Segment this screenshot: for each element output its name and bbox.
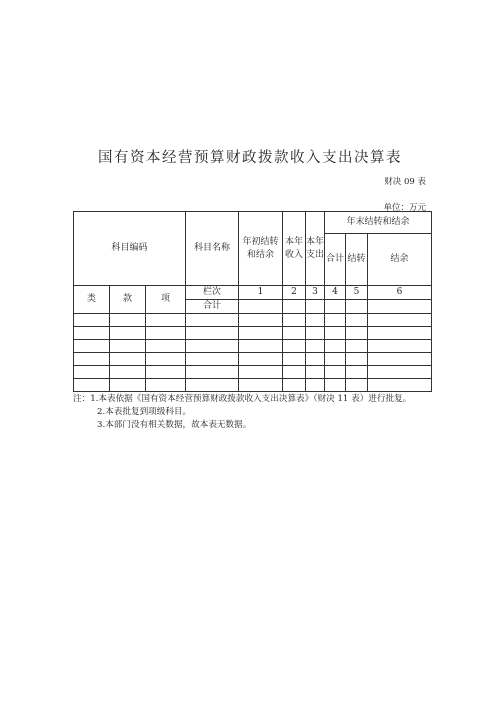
table-row <box>74 379 432 392</box>
note-1: 注：1.本表依据《国有资本经营预算财政拨款收入支出决算表》（财决 11 表）进行批复。 <box>73 394 412 404</box>
notes <box>73 393 435 432</box>
header-surplus: 结余 <box>368 234 432 286</box>
column-no: 6 <box>368 286 432 300</box>
header-item: 项 <box>146 286 186 314</box>
table-row <box>74 366 432 379</box>
form-code: 财决 09 表 <box>384 177 426 187</box>
unit-label: 单位：万元 <box>383 203 426 213</box>
column-no: 3 <box>306 286 325 300</box>
table-cell <box>346 300 368 314</box>
column-no: 2 <box>283 286 306 300</box>
header-subtotal: 合计 <box>325 234 346 286</box>
table-row <box>74 314 432 327</box>
column-no-label: 栏次 <box>186 286 239 300</box>
column-no: 4 <box>325 286 346 300</box>
header-carryover: 结转 <box>346 234 368 286</box>
table-cell <box>283 300 306 314</box>
table-row <box>74 353 432 366</box>
table-row <box>74 340 432 353</box>
header-beginning-balance: 年初结转和结余 <box>239 212 283 286</box>
table-cell <box>325 300 346 314</box>
note-3: 3.本部门没有相关数据，故本表无数据。 <box>97 420 252 430</box>
total-row-label: 合计 <box>186 300 239 314</box>
note-2: 2.本表批复到项级科目。 <box>97 407 192 417</box>
header-ending-balance: 年末结转和结余 <box>325 212 432 234</box>
page-title: 国有资本经营预算财政拨款收入支出决算表 <box>98 150 402 166</box>
table-cell <box>239 300 283 314</box>
header-category: 类 <box>74 286 110 314</box>
header-current-income: 本年收入 <box>283 212 306 286</box>
header-subject-name: 科目名称 <box>186 212 239 286</box>
table-cell <box>368 300 432 314</box>
table-cell <box>306 300 325 314</box>
column-no: 1 <box>239 286 283 300</box>
column-no: 5 <box>346 286 368 300</box>
header-current-expense: 本年支出 <box>306 212 325 286</box>
header-section: 款 <box>110 286 146 314</box>
table-row <box>74 327 432 340</box>
budget-table <box>73 211 432 392</box>
header-subject-code: 科目编码 <box>74 212 186 286</box>
